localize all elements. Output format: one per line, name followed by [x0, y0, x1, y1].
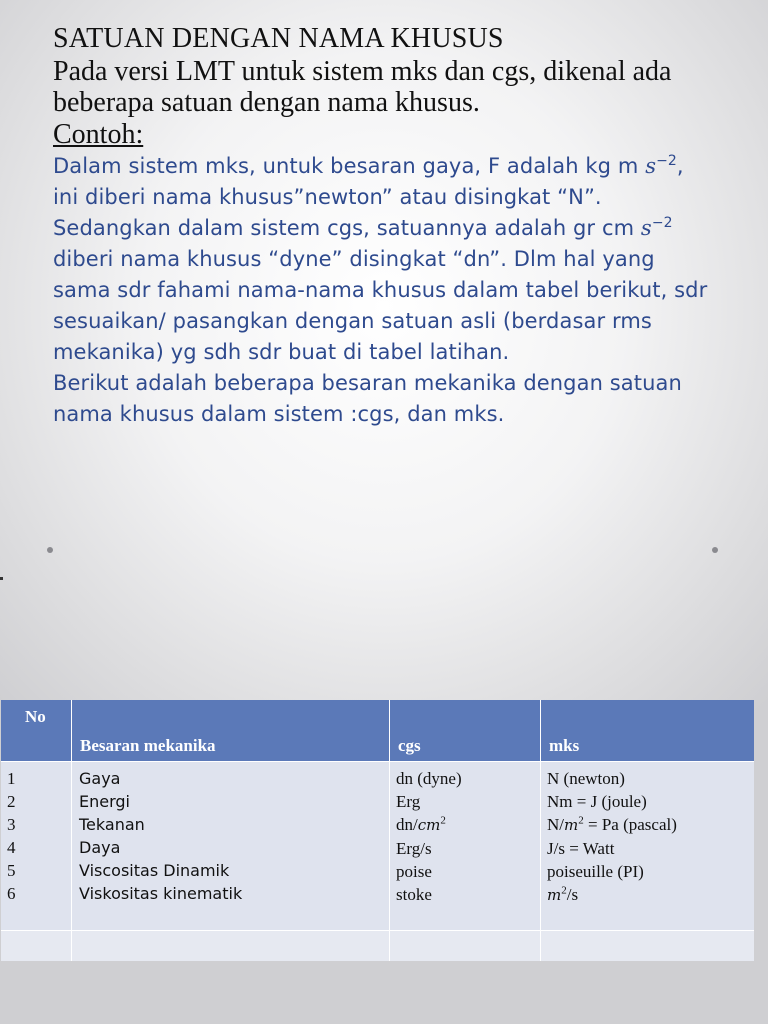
slide-intro: Pada versi LMT untuk sistem mks dan cgs, dikenal ada beberapa satuan dengan nama khusus.: [53, 56, 672, 118]
cgs-unit: Erg: [396, 792, 421, 811]
cgs-unit-prefix: dn/: [396, 815, 418, 834]
row-no: 1: [7, 769, 16, 788]
table-row: [1, 762, 754, 931]
cgs-unit: [396, 813, 540, 837]
cgs-unit: poise: [396, 862, 432, 881]
body-text-c: diberi nama khusus “dyne” disingkat “dn”. Dlm hal yang sama sdr fahami nama-nama khusus dalam tabel berikut, sdr sesuaikan/ pasangkan dengan satuan asli (berdasar rms mekanika) yg sdh sdr buat di tabel latihan.: [53, 247, 708, 364]
mks-unit-exponent: 2: [561, 884, 567, 897]
cgs-unit-exponent: 2: [440, 814, 446, 827]
unit-s-symbol: s: [640, 216, 652, 240]
besaran-cell: [72, 762, 390, 931]
mks-unit-exponent: 2: [578, 814, 584, 827]
cgs-unit: stoke: [396, 885, 432, 904]
body-text-b: , ini diberi nama khusus”newton” atau disingkat “N”. Sedangkan dalam sistem cgs, satuannya adalah gr cm: [53, 154, 684, 240]
bullet-dot-left: [47, 547, 53, 553]
empty-cell: [390, 931, 541, 962]
empty-cell: [72, 931, 390, 962]
body-text-a: Dalam sistem mks, untuk besaran gaya, F adalah kg m: [53, 154, 646, 178]
row-no: 3: [7, 815, 16, 834]
mks-unit: [547, 813, 754, 837]
bullet-dot-right: [712, 547, 718, 553]
body-paragraph-1: [53, 151, 713, 368]
mks-unit: J/s = Watt: [547, 839, 615, 858]
besaran-name: Viskositas kinematik: [79, 884, 243, 903]
mks-unit: Nm = J (joule): [547, 792, 647, 811]
header-besaran: Besaran mekanika: [72, 700, 390, 762]
besaran-name: Gaya: [79, 769, 121, 788]
mks-unit-suffix: = Pa (pascal): [583, 815, 677, 834]
table-empty-row: [1, 931, 754, 962]
header-no: No: [1, 700, 72, 762]
mks-unit-symbol: m: [547, 886, 562, 904]
besaran-name: Viscositas Dinamik: [79, 861, 230, 880]
mks-unit: [547, 883, 754, 907]
slide-text-block: [53, 22, 713, 430]
no-cell: [1, 762, 72, 931]
units-table: [1, 700, 754, 961]
header-cgs: cgs: [390, 700, 541, 762]
besaran-name: Tekanan: [79, 815, 145, 834]
besaran-name: Energi: [79, 792, 130, 811]
table-header-row: [1, 700, 754, 762]
row-no: 2: [7, 792, 16, 811]
header-mks: mks: [541, 700, 755, 762]
empty-cell: [1, 931, 72, 962]
mks-cell: [541, 762, 755, 931]
body-paragraph-2: Berikut adalah beberapa besaran mekanika dengan satuan nama khusus dalam sistem :cgs, dan mks.: [53, 371, 682, 426]
unit-exponent: −2: [656, 153, 677, 169]
cgs-unit-symbol: cm: [417, 816, 441, 834]
slide-title: SATUAN DENGAN NAMA KHUSUS: [53, 23, 504, 54]
row-no: 5: [7, 861, 16, 880]
row-no: 6: [7, 884, 16, 903]
mks-unit-suffix: /s: [566, 885, 579, 904]
cgs-unit: dn (dyne): [396, 769, 462, 788]
unit-s-symbol: s: [645, 154, 657, 178]
besaran-name: Daya: [79, 838, 121, 857]
mks-unit-symbol: m: [564, 816, 579, 834]
unit-exponent: −2: [651, 215, 673, 231]
mks-unit: N (newton): [547, 769, 625, 788]
row-no: 4: [7, 838, 16, 857]
contoh-label: Contoh:: [53, 119, 144, 150]
edge-mark: [0, 577, 3, 580]
mks-unit: poiseuille (PI): [547, 862, 644, 881]
cgs-cell: [390, 762, 541, 931]
cgs-unit: Erg/s: [396, 839, 432, 858]
empty-cell: [541, 931, 755, 962]
mks-unit-prefix: N/: [547, 815, 564, 834]
